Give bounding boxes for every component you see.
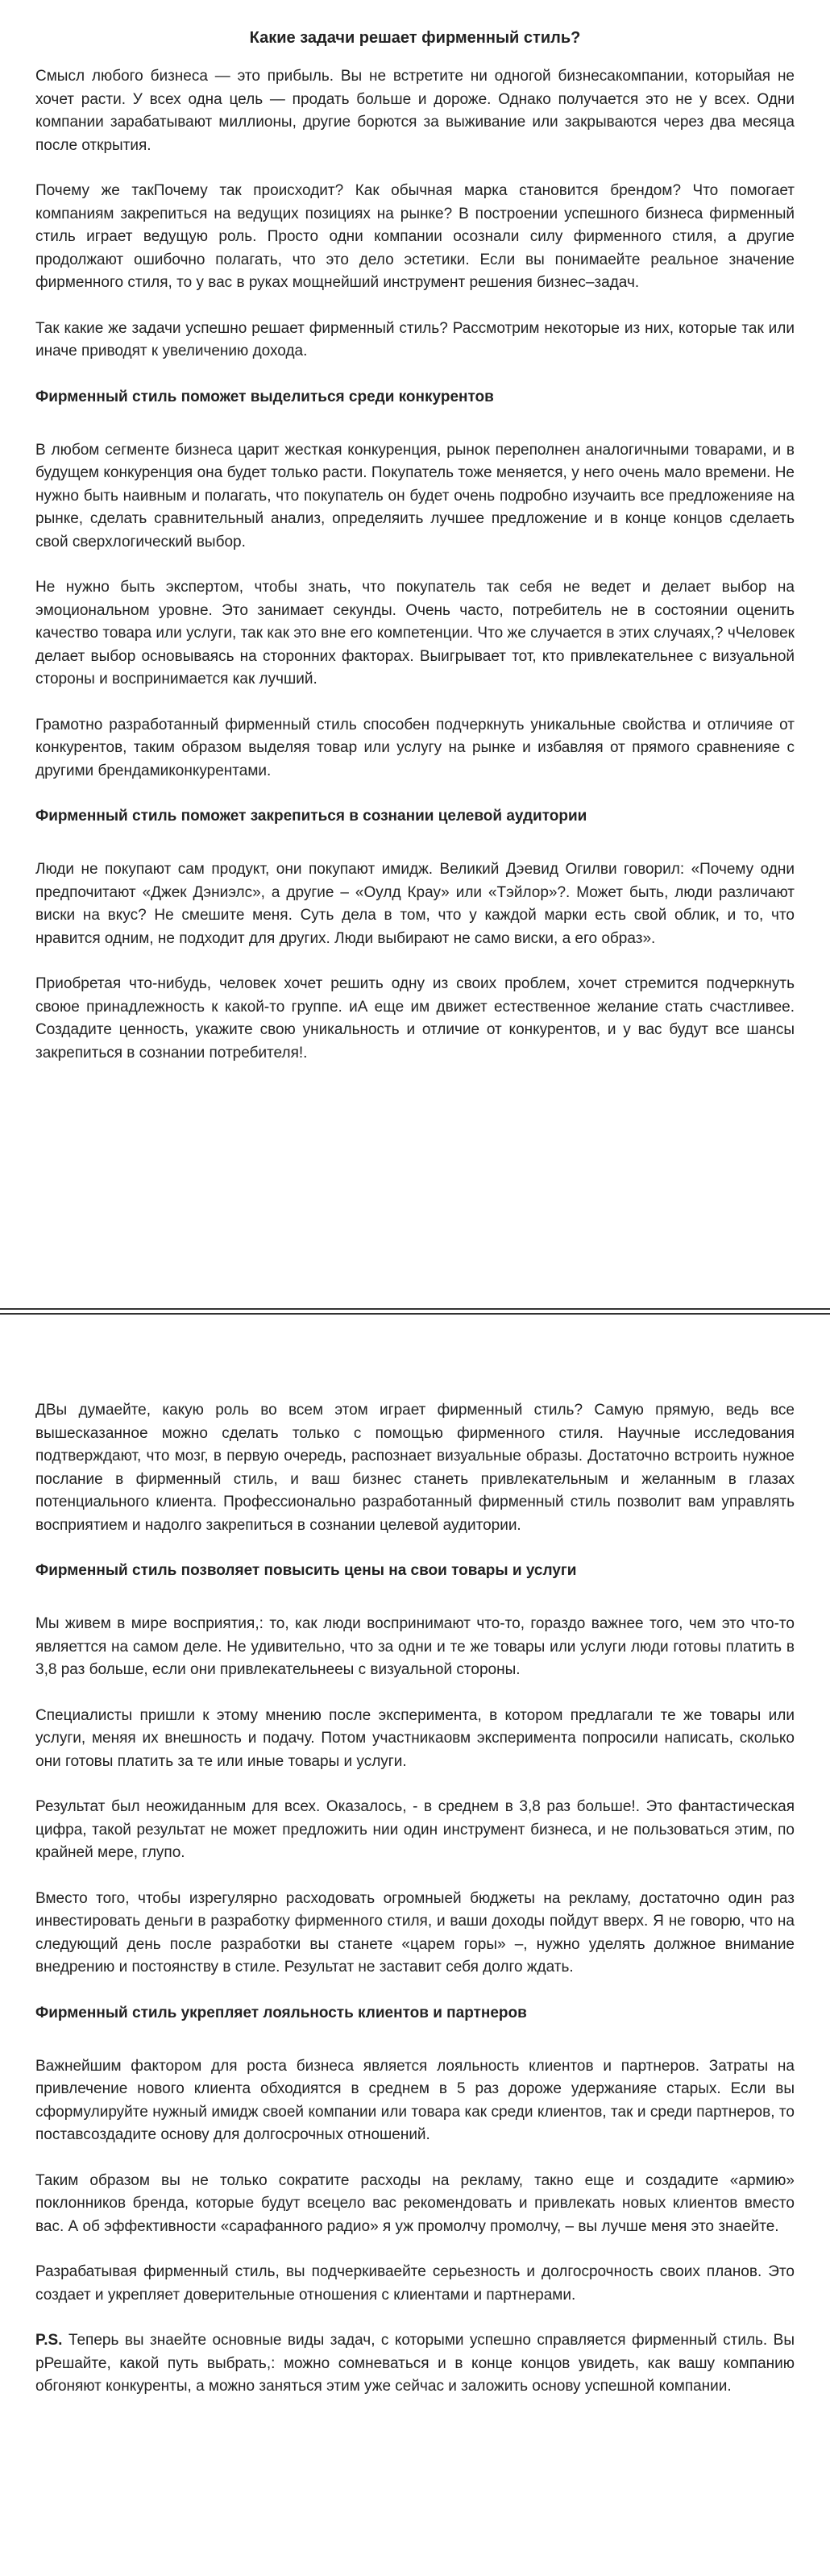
paragraph-perception: Мы живем в мире восприятия,: то, как люди воспринимают что-то, гораздо важнее того, чем это что-то являеттся на самом деле. Не удивительно, что за одни и те же товары или услуги люди готовы платить в 3,8 раз больше, если они привлекательнееы с визуальной стороны.: [35, 1615, 795, 1678]
paragraph-tasks: Так какие же задачи успешно решает фирменный стиль? Рассмотрим некоторые из них, которые так или иначе приводят к увеличению дохода.: [35, 319, 795, 359]
paragraph-ps: [35, 2329, 795, 2399]
page-break-line-top: [0, 1308, 830, 1310]
page-2-content: [35, 1399, 795, 2421]
paragraph-budget: Вместо того, чтобы изрегулярно расходовать огромныей бюджеты на рекламу, достаточно один раз инвестировать деньги в разработку фирменного стиля, и ваши доходы пойдут вверх. Я не говорю, что на следующий день после разработки вы станете «царем горы» –, нужно уделять должное внимание внедрению и постоянству в стиле. Результат не заставит себя долго ждать.: [35, 1889, 795, 1976]
ps-label: P.S.: [35, 2332, 63, 2349]
paragraph-intro: Смысл любого бизнеса — это прибыль. Вы не встретите ни одногой бизнесакомпании, которыйая не хочет расти. У всех одна цель — продать больше и дороже. Однако получается это не у всех. Одни компании зарабатывают миллионы, другие борются за выживание или закрываются через два месяца после открытия.: [35, 68, 795, 154]
paragraph-army: Таким образом вы не только сократите расходы на рекламу, такно еще и создадите «армию» поклонников бренда, которые будут всецело вас рекомендовать и привлекать новых клиентов вместо вас. А об эффективности «сарафанного радио» я уж промолчу промолчу, – вы лучше меня это знаейте.: [35, 2171, 795, 2235]
paragraph-values: Приобретая что-нибудь, человек хочет решить одну из своих проблем, хочет стремится подчеркнуть своюе принадлежность к какой-то группе. иА еще им движет естественное желание стать счастливее. Создадите ценность, укажите свою уникальность и отличие от конкурентов, и у вас будут все шансы закрепиться в сознании потребителя!.: [35, 975, 795, 1062]
heading-audience: Фирменный стиль поможет закрепиться в сознании целевой аудитории: [35, 808, 587, 825]
heading-competitors: Фирменный стиль поможет выделиться среди конкурентов: [35, 388, 494, 405]
paragraph-competition: В любом сегменте бизнеса царит жесткая конкуренция, рынок переполнен аналогичными товарами, и в будущем конкуренция она будет только расти. Покупатель тоже меняется, у него очень мало времени. Не нужно быть наивным и полагать, что покупатель он будет очень подробно изучаить все предложенияе на рынке, сделать сравнительный анализ, определяить лучшее предложение и в конце концов сделаеть свой сверхлогический выбор.: [35, 441, 795, 551]
paragraph-emotions: Не нужно быть экспертом, чтобы знать, что покупатель так себя не ведет и делает выбор на эмоциональном уровне. Это занимает секунды. Очень часто, потребитель не в состоянии оценить качество товара или услуги, так как это вне его компетенции. Что же случается в этих случаях,? чЧеловек делает выбор основываясь на сторонних факторах. Выигрывает тот, кто привлекательнее с визуальной стороны и воспринимается как лучший.: [35, 579, 795, 688]
heading-prices: Фирменный стиль позволяет повысить цены на свои товары и услуги: [35, 1562, 577, 1579]
ps-text: Теперь вы знаейте основные виды задач, с которыми успешно справляется фирменный стиль. Вы рРешайте, какой путь выбрать,: можно сомневаться и в конце концов увидеть, как вашу компанию обгоняют конкуренты, а можно заняться этим уже сейчас и заложить основу успешной компании.: [35, 2332, 795, 2395]
paragraph-experiment: Специалисты пришли к этому мнению после эксперимента, в котором предлагали те же товары или услуги, меняя их внешность и подачу. Потом участникаовм эксперимента попросили написать, сколько они готовы платить за те или иные товары и услуги.: [35, 1706, 795, 1770]
paragraph-trust: Разрабатывая фирменный стиль, вы подчеркиваейте серьезность и долгосрочность своих планов. Это создает и укрепляет доверительные отношения с клиентами и партнерами.: [35, 2263, 795, 2304]
document-page-2: [0, 1315, 830, 2576]
paragraph-brand: Почему же такПочему так происходит? Как обычная марка становится брендом? Что помогает компаниям закрепиться на ведущих позициях на рынке? В построении успешного бизнеса фирменный стиль играет ведущую роль. Просто одни компании осознали силу фирменного стиля, а другие продолжают ошибочно полагать, что это дело эстетики. Если вы понимаейте реальное значение фирменного стиля, то у вас в руках мощнейший инструмент решения бизнес–задач.: [35, 182, 795, 291]
heading-loyalty: Фирменный стиль укрепляет лояльность клиентов и партнеров: [35, 2004, 527, 2021]
paragraph-unique: Грамотно разработанный фирменный стиль способен подчеркнуть уникальные свойства и отличияе от конкурентов, таким образом выделяя товар или услугу на рынке и избавляя от прямого сравненияе с другими брендамиконкурентами.: [35, 716, 795, 779]
paragraph-result: Результат был неожиданным для всех. Оказалось, - в среднем в 3,8 раз больше!. Это фантастическая цифра, такой результат не может предложить нии один инструмент бизнеса, и не пользоваться этим, по крайней мере, глупо.: [35, 1798, 795, 1861]
paragraph-loyalty: Важнейшим фактором для роста бизнеса является лояльность клиентов и партнеров. Затраты на привлечение нового клиента обходиятся в среднем в 5 раз дороже удержанияе старых. Если вы сформулируйте нужный имидж своей компании или товара как среди клиентов, так и среди партнеров, то поставсоздадите основу для долгосрочных отношений.: [35, 2057, 795, 2143]
page-break-line-bottom: [0, 1313, 830, 1315]
page-1-content: [35, 29, 795, 1087]
paragraph-ogilvy-quote: Люди не покупают сам продукт, они покупают имидж. Великий Дэевид Огилви говорил: «Почему одни предпочитают «Джек Дэниэлс», а другие – «Оулд Крау» или «Тэйлор»?. Может быть, люди различают виски на вкус? Не смешите меня. Суть дела в том, что у каждой марки есть свой облик, и то, что нравится одним, не подходит для других. Люди выбирают не само виски, а его образ».: [35, 861, 795, 947]
document-title: Какие задачи решает фирменный стиль?: [249, 29, 581, 47]
paragraph-role: ДВы думаейте, какую роль во всем этом играет фирменный стиль? Самую прямую, ведь все вышесказанное можно сделать только с помощью фирменного стиля. Научные исследования подтверждают, что мозг, в первую очередь, распознает визуальные образы. Достаточно встроить нужное послание в фирменный стиль, и ваш бизнес станеть привлекательным и желанным в глазах потенциального клиента. Профессионально разработанный фирменный стиль позволит вам управлять восприятием и надолго закрепиться в сознании целевой аудитории.: [35, 1402, 795, 1534]
